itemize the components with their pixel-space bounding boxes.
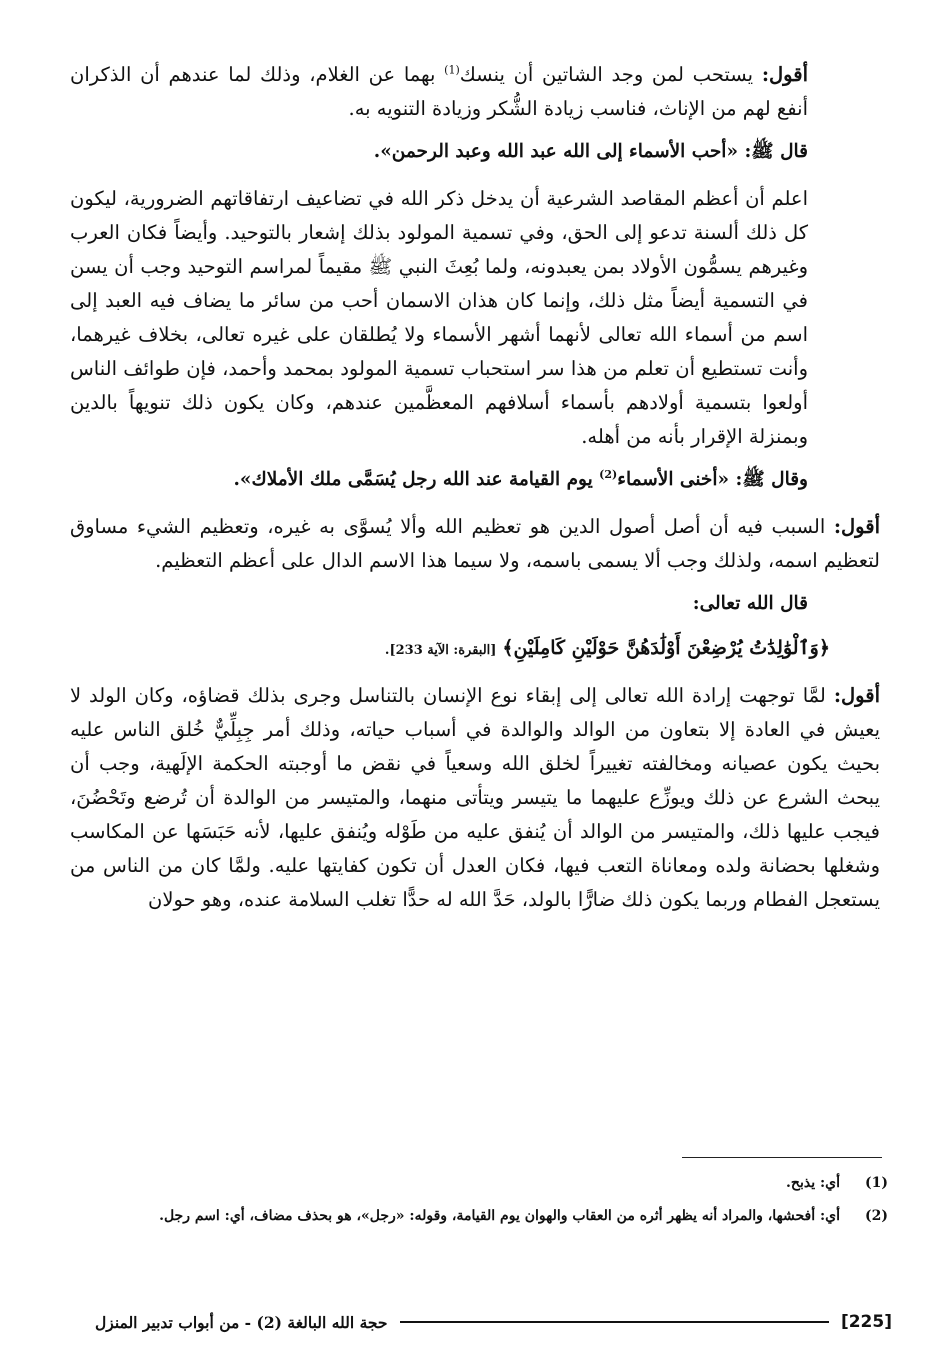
- hadith-2-text-b: يوم القيامة عند الله رجل يُسَمَّى ملك الأملاك».: [233, 469, 600, 490]
- quran-verse-reference: [البقرة: الآية 233].: [384, 643, 497, 658]
- footnote-number: (1): [865, 1175, 888, 1191]
- footnote-2: [90, 1203, 888, 1230]
- paragraph-4: [70, 679, 880, 917]
- quran-intro: قال الله تعالى:: [692, 593, 808, 614]
- hadith-1-intro: قال ﷺ:: [738, 141, 808, 162]
- footnote-number: (2): [865, 1208, 888, 1224]
- footnotes: [90, 1170, 888, 1236]
- spacer: [70, 620, 880, 630]
- spacer: [70, 578, 880, 588]
- footnote-ref-2: (2): [599, 467, 618, 481]
- paragraph-2: اعلم أن أعظم المقاصد الشرعية أن يدخل ذكر الله في تضاعيف ارتفاقاتهم الضرورية، ليكون كل ذلك ألسنة تدعو إلى الحق، وفي تسمية المولود بذلك إشعار بالتوحيد. وأيضاً فكان العرب وغيرهم يسمُّون الأولاد بمن يعبدونه، ولما بُعِثَ النبي ﷺ مقيماً لمراسم التوحيد وجب أن يسن في التسمية أيضاً مثل ذلك، وإنما كان هذان الاسمان أحب من سائر ما يضاف فيه العبد إلى اسم من أسماء الله تعالى لأنهما أشهر الأسماء ولا يُطلقان على غيره تعالى، بخلاف غيرهما، وأنت تستطيع أن تعلم من هذا سر استحباب تسمية المولود بمحمد وأحمد، فإن طوائف الناس أولعوا بتسمية أولادهم بأسماء أسلافهم المعظَّمين عندهم، وكان يكون ذلك تنويهاً بالدين وبمنزلة الإقرار بأنه من أهله.: [70, 187, 808, 448]
- spacer: [70, 669, 880, 679]
- footer-rule: [400, 1321, 829, 1323]
- spacer: [70, 126, 880, 136]
- hadith-1-text: «أحب الأسماء إلى الله عبد الله وعبد الرحمن».: [373, 141, 739, 162]
- paragraph-3-text: السبب فيه أن أصل أصول الدين هو تعظيم الله وألا يُسوَّى به غيره، وتعظيم الشيء مساوق لتعظيم اسمه، ولذلك وجب ألا يسمى باسمه، ولا سيما هذا الاسم الدال على أعظم التعظيم.: [70, 515, 880, 572]
- footnote-1: [90, 1170, 888, 1197]
- aqul-label: أقول:: [761, 63, 808, 86]
- quran-verse-text: ﴿وَٱلْوَٰلِدَٰتُ يُرْضِعْنَ أَوْلَٰدَهُنَّ حَوْلَيْنِ كَامِلَيْنِ﴾: [502, 637, 830, 659]
- spacer: [70, 168, 880, 182]
- aqul-label: أقول:: [833, 515, 880, 538]
- paragraph-4-text: لمَّا توجهت إرادة الله تعالى إلى إبقاء نوع الإنسان بالتناسل وجرى بذلك قضاؤه، وكان الولد لا يعيش في العادة إلا بتعاون من الوالد والوالدة في أسباب حياته، وذلك أمر جِبِلِّيٌّ خُلق الناس عليه بحيث يكون عصيانه ومخالفته تغييراً لخلق الله وسعياً في نقض ما أوجبته الحكمة الإلَهية، وجب أن يبحث الشرع عن ذلك ويوزِّع عليهما ما يتيسر ويتأتى منهما، والمتيسر من الوالدة أن تُرضع وتَحْضُنَ، فيجب عليها ذلك، والمتيسر من الوالد أن يُنفق عليه من طَوْله ويُنفق عليها، لأنه حَبَسَها عن المكاسب وشغلها بحضانة ولده ومعاناة التعب فيها، فكان العدل أن تكون كفايتها عليه. ولمَّا كان من الناس من يستعجل الفطام وربما يكون ذلك ضارًّا بالولد، حَدَّ الله له حدًّا تغلب السلامة عنده، وهو حولان: [70, 684, 880, 911]
- hadith-2-intro: وقال ﷺ:: [729, 469, 808, 490]
- paragraph-1-text-b: بهما عن الغلام، وذلك لما عندهم أن الذكران أنفع لهم من الإناث، فناسب زيادة الشُّكر وزيادة التنويه به.: [70, 63, 808, 120]
- footnote-separator: [682, 1157, 882, 1158]
- page-number: [225]: [840, 1312, 892, 1332]
- footnote-ref-1: (1): [444, 63, 460, 77]
- aqul-label: أقول:: [833, 684, 880, 707]
- running-title: حجة الله البالغة (2) - من أبواب تدبير المنزل: [95, 1312, 388, 1332]
- hadith-2-text-a: «أخنى الأسماء: [617, 469, 730, 490]
- hadith-2: [70, 464, 880, 496]
- paragraph-1: [70, 58, 880, 126]
- quran-verse: [70, 630, 880, 669]
- paragraph-1-text-a: يستحب لمن وجد الشاتين أن ينسك: [459, 63, 762, 86]
- footnote-text: أي: يذبح.: [786, 1175, 840, 1191]
- spacer: [70, 496, 880, 510]
- paragraph-3: [70, 510, 880, 578]
- footnote-text: أي: أفحشها، والمراد أنه يظهر أثره من العقاب والهوان يوم القيامة، وقوله: «رجل»، هو بحذف مضاف، أي: اسم رجل.: [159, 1208, 840, 1224]
- hadith-1: [70, 136, 880, 168]
- main-text-column: [70, 58, 880, 917]
- spacer: [70, 454, 880, 464]
- page-footer: [95, 1302, 892, 1342]
